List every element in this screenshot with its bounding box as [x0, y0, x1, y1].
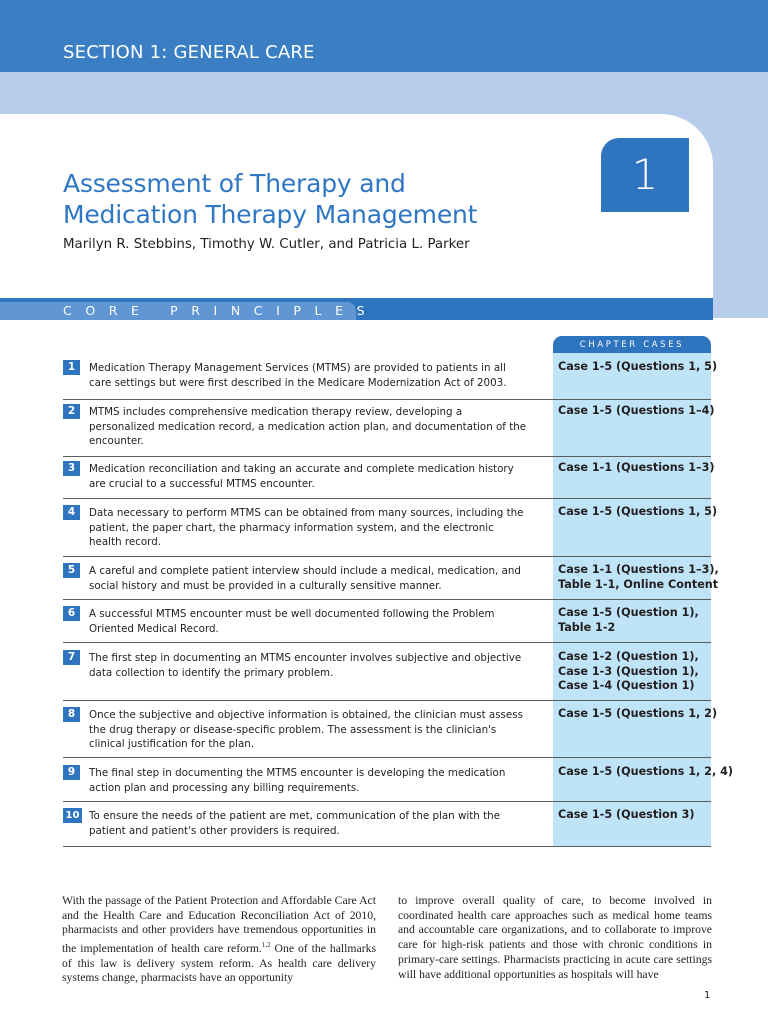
chapter-case-reference: Case 1-5 (Questions 1–4)	[558, 404, 715, 417]
principle-number-badge: 6	[63, 606, 80, 621]
principle-number-badge: 7	[63, 650, 80, 665]
principle-number-badge: 9	[63, 765, 80, 780]
section-label: SECTION 1: GENERAL CARE	[63, 42, 315, 63]
case-reference-line: Table 1-2	[558, 620, 616, 634]
body-text: One of the hallmarks of this law is delivery system reform. As health care delivery systems change, pharmacists have an opportunity	[62, 942, 376, 985]
principle-number-badge: 4	[63, 505, 80, 520]
case-reference-line: Case 1-5 (Question 1),	[558, 606, 699, 619]
case-reference-line: Table 1-1, Online Content	[558, 577, 719, 591]
principle-text: The first step in documenting an MTMS encounter involves subjective and objective data collection to identify the primary problem.	[89, 652, 522, 679]
principle-text: Medication reconciliation and taking an accurate and complete medication history are crucial to a successful MTMS encounter.	[89, 463, 514, 490]
case-reference-line: Case 1-4 (Question 1)	[558, 679, 695, 692]
chapter-case-reference: Case 1-5 (Questions 1, 2, 4)	[558, 765, 733, 778]
principle-text: Once the subjective and objective information is obtained, the clinician must assess the drug therapy or disease-specific problem. The assessment is the clinician's clinical justification for the plan.	[89, 709, 523, 750]
principle-row	[63, 404, 715, 457]
principle-number-badge: 2	[63, 404, 80, 419]
body-text-column-left	[62, 894, 376, 986]
principle-row	[63, 650, 711, 701]
chapter-title-line-2: Medication Therapy Management	[63, 200, 478, 229]
body-text: With the passage of the Patient Protection and Affordable Care Act and the Health Care and Education Reconciliation Act of 2010, pharmacists and other providers have tremendous opportunities in the implementation of health care reform.	[62, 894, 376, 955]
chapter-case-reference: Case 1-1 (Questions 1–3)	[558, 461, 715, 474]
citation-superscript: 1,2	[261, 941, 271, 950]
chapter-case-reference	[558, 606, 708, 635]
chapter-case-reference: Case 1-5 (Questions 1, 5)	[558, 360, 718, 373]
principle-text: Data necessary to perform MTMS can be obtained from many sources, including the patient, the paper chart, the pharmacy information system, and the electronic health record.	[89, 507, 524, 548]
case-reference-line: Case 1-3 (Question 1),	[558, 664, 699, 678]
principle-text: The final step in documenting the MTMS encounter is developing the medication action plan and processing any billing requirements.	[89, 767, 506, 794]
page-number: 1	[704, 990, 711, 1001]
principle-text: Medication Therapy Management Services (MTMS) are provided to patients in all care settings but were first described in the Medicare Modernization Act of 2003.	[89, 362, 507, 389]
chapter-case-reference	[558, 563, 719, 592]
principle-row	[63, 808, 711, 847]
principle-number-badge: 5	[63, 563, 80, 578]
principle-row	[63, 461, 715, 499]
chapter-case-reference: Case 1-5 (Questions 1, 5)	[558, 505, 718, 518]
body-text-column-right: to improve overall quality of care, to become involved in coordinated health care approaches such as medical home teams and accountable care organizations, and to collaborate to improve care for high-risk patients and those with chronic conditions in primary-care settings. Pharmacists practicing in acute care settings will have additional opportunities as hospitals will have	[398, 894, 712, 981]
chapter-cases-header: CHAPTER CASES	[553, 336, 711, 353]
chapter-case-reference	[558, 650, 708, 694]
principle-row	[63, 360, 718, 400]
chapter-title	[63, 168, 583, 230]
principle-text: A successful MTMS encounter must be well documented following the Problem Oriented Medical Record.	[89, 608, 495, 635]
chapter-case-reference: Case 1-5 (Question 3)	[558, 808, 695, 821]
chapter-case-reference: Case 1-5 (Questions 1, 2)	[558, 707, 718, 720]
principle-number-badge: 8	[63, 707, 80, 722]
principle-row	[63, 505, 718, 557]
principle-row	[63, 563, 719, 600]
principle-row	[63, 707, 718, 758]
principle-row	[63, 765, 733, 802]
principle-row	[63, 606, 711, 643]
principle-text: A careful and complete patient interview should include a medical, medication, and social history and must be provided in a culturally sensitive manner.	[89, 565, 521, 592]
principle-number-badge: 1	[63, 360, 80, 375]
principle-text: To ensure the needs of the patient are met, communication of the plan with the patient and patient's other providers is required.	[89, 810, 500, 837]
chapter-authors: Marilyn R. Stebbins, Timothy W. Cutler, and Patricia L. Parker	[63, 237, 470, 252]
chapter-title-line-1: Assessment of Therapy and	[63, 169, 406, 198]
case-reference-line: Case 1-2 (Question 1),	[558, 650, 699, 663]
principle-number-badge: 3	[63, 461, 80, 476]
case-reference-line: Case 1-1 (Questions 1–3),	[558, 563, 719, 576]
core-principles-label: CORE PRINCIPLES	[63, 303, 379, 318]
principle-text: MTMS includes comprehensive medication therapy review, developing a personalized medication record, a medication action plan, and documentation of the encounter.	[89, 406, 527, 447]
principle-number-badge: 10	[63, 808, 82, 823]
chapter-number-tab: 1	[601, 138, 689, 212]
